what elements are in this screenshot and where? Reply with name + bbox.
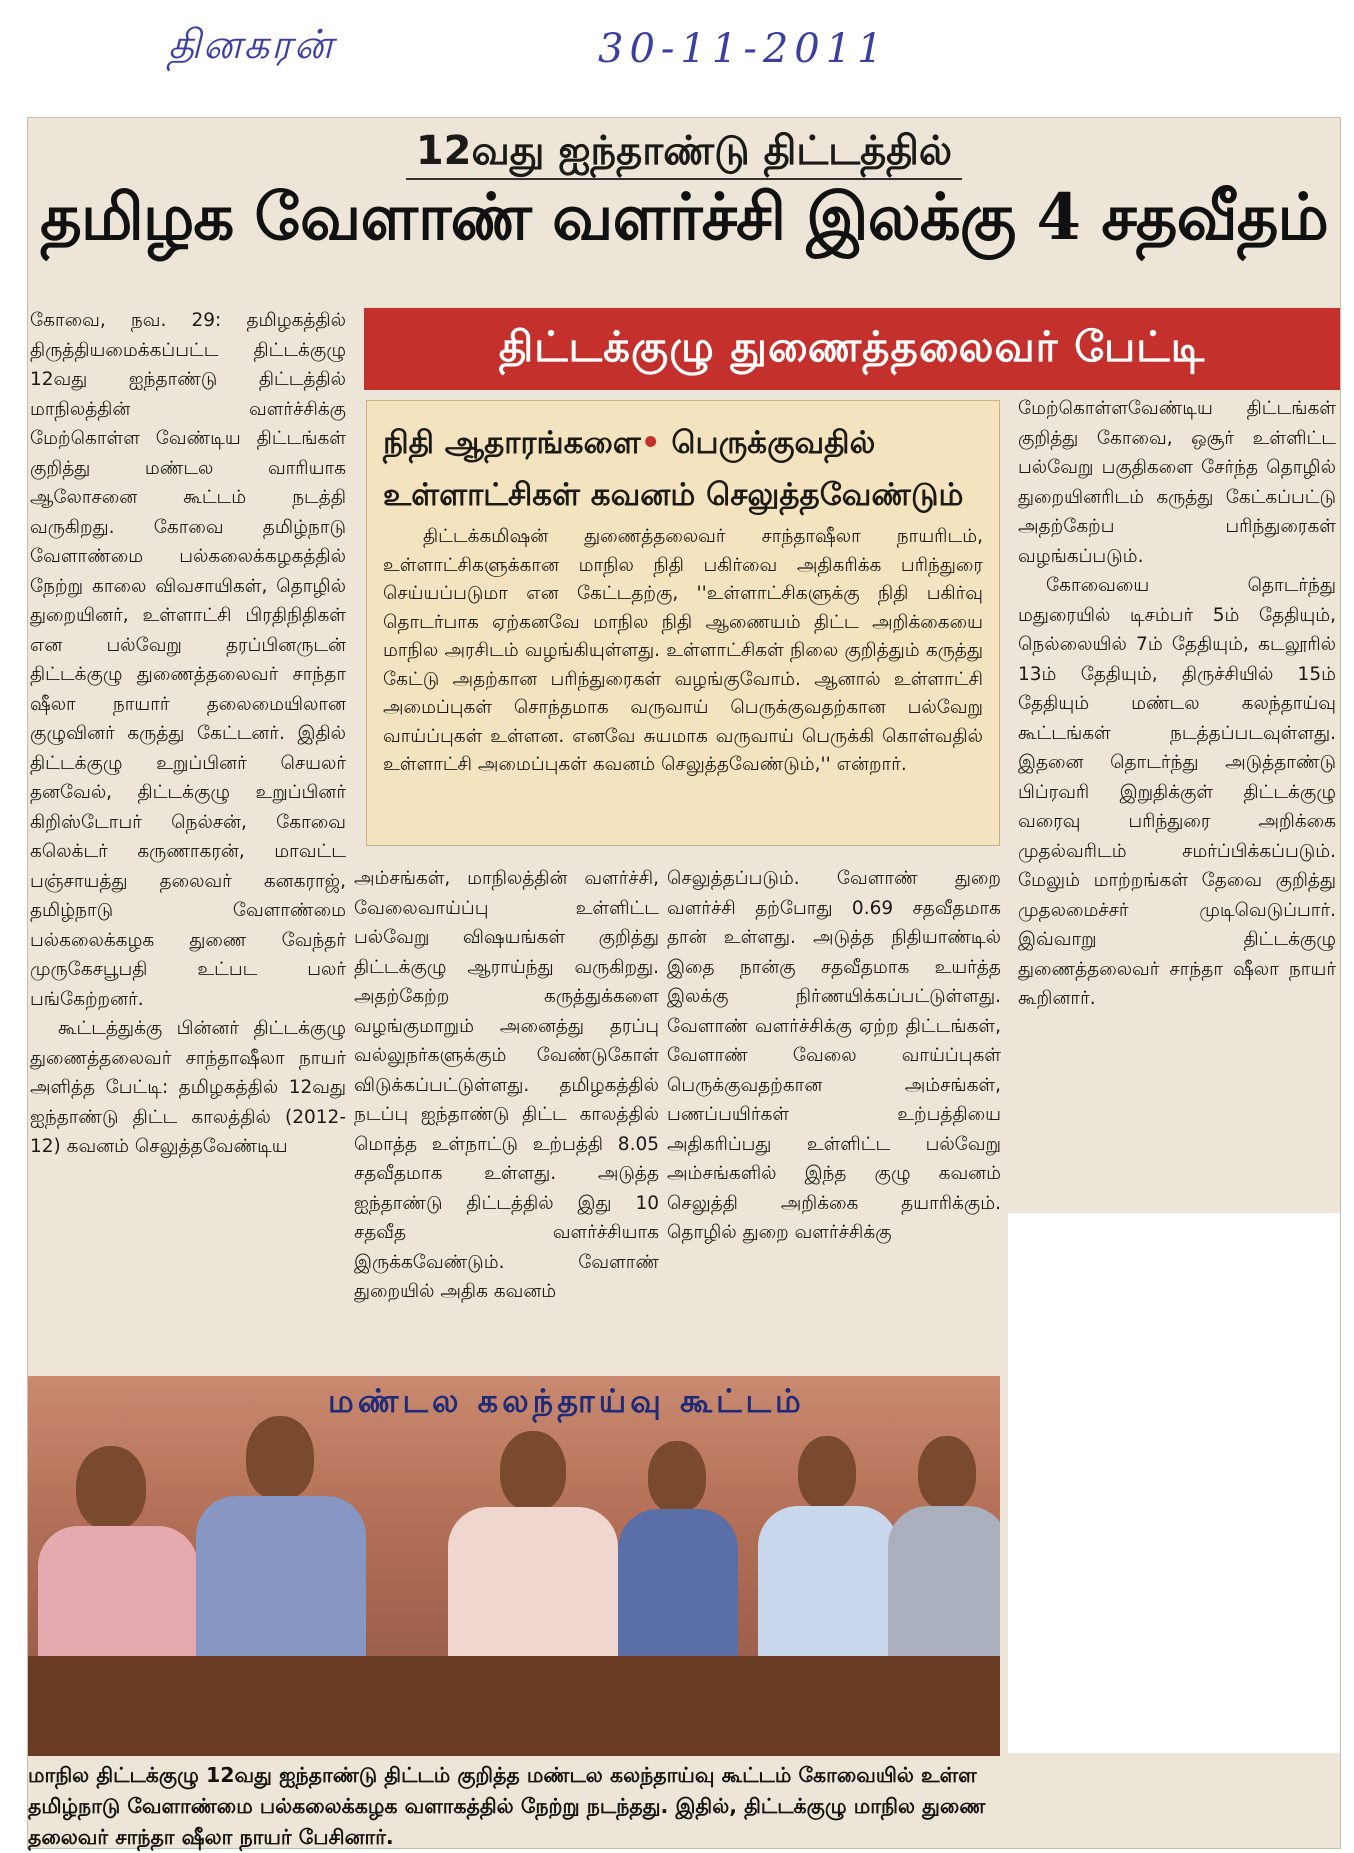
subheadline-bar [364,308,1340,390]
photo-person-1 [38,1446,198,1676]
photo-caption: மாநில திட்டக்குழு 12வது ஐந்தாண்டு திட்டம் குறித்த மண்டல கலந்தாய்வு கூட்டம் கோவையில் உள்ள தமிழ்நாடு வேளாண்மை பல்கலைக்கழக வளாகத்தில் நேற்று நடந்தது. இதில், திட்டக்குழு மாநில துணை தலைவர் சாந்தா ஷீலா நாயர் பேசினார். [28,1763,986,1849]
inset-heading-line2: உள்ளாட்சிகள் கவனம் செலுத்தவேண்டும் [383,477,964,513]
inset-body: திட்டக்கமிஷன் துணைத்தலைவர் சாந்தாஷீலா நாயரிடம், உள்ளாட்சிகளுக்கான மாநில நிதி பகிர்வை அதிகரிக்க பரிந்துரை செய்யப்படுமா என கேட்டதற்கு, ''உள்ளாட்சிகளுக்கு நிதி பகிர்வு தொடர்பாக ஏற்கனவே மாநில நிதி ஆணையம் திட்ட அறிக்கையை மாநில அரசிடம் வழங்கியுள்ளது. உள்ளாட்சிகள் நிலை குறித்தும் கருத்து கேட்டு அதற்கான பரிந்துரைகள் வழங்குவோம். ஆனால் உள்ளாட்சி அமைப்புகள் சொந்தமாக வருவாய் பெருக்குவதற்கான பல்வேறு வாய்ப்புகள் உள்ளன. எனவே சுயமாக வருவாய் பெருக்கி கொள்வதில் உள்ளாட்சி அமைப்புகள் கவனம் செலுத்தவேண்டும்,'' என்றார். [383,526,983,775]
inset-heading [383,417,983,521]
blank-margin [1008,1213,1340,1753]
article-column-4 [1018,394,1336,1014]
boxed-inset [366,400,1000,846]
article-column-1 [30,306,346,1162]
bullet-dot-icon: • [640,425,661,461]
column-4-paragraph-1: மேற்கொள்ளவேண்டிய திட்டங்கள் குறித்து கோவை, ஒசூர் உள்ளிட்ட பல்வேறு பகுதிகளை சேர்ந்த தொழில் துறையினரிடம் கருத்து கேட்கப்பட்டு அதற்கேற்ப பரிந்துரைகள் வழங்கப்படும். [1018,398,1336,567]
inset-heading-line1a: நிதி ஆதாரங்களை [383,425,641,461]
photo-person-6 [888,1436,1000,1666]
kicker-text: 12வது ஐந்தாண்டு திட்டத்தில் [406,128,962,180]
column-1-paragraph-2: கூட்டத்துக்கு பின்னர் திட்டக்குழு துணைத்தலைவர் சாந்தாஷீலா நாயர் அளித்த பேட்டி: தமிழகத்தில் 12வது ஐந்தாண்டு திட்ட காலத்தில் (2012-12) கவனம் செலுத்தவேண்டிய [30,1018,346,1157]
subheadline-text: திட்டக்குழு துணைத்தலைவர் பேட்டி [498,321,1206,371]
photo-person-4 [618,1441,738,1666]
column-4-paragraph-2: கோவையை தொடர்ந்து மதுரையில் டிசம்பர் 5ம் தேதியும், நெல்லையில் 7ம் தேதியும், கடலூரில் 13ம் தேதியும், திருச்சியில் 15ம் தேதியும் மண்டல கலந்தாய்வு கூட்டங்கள் நடத்தப்படவுள்ளது. இதனை தொடர்ந்து அடுத்தாண்டு பிப்ரவரி இறுதிக்குள் திட்டக்குழு வரைவு பரிந்துரை அறிக்கை முதல்வரிடம் சமர்ப்பிக்கப்படும். மேலும் மாற்றங்கள் தேவை குறித்து முதலமைச்சர் முடிவெடுப்பார். இவ்வாறு திட்டக்குழு துணைத்தலைவர் சாந்தா ஷீலா நாயர் கூறினார். [1018,575,1336,1009]
article-column-3: செலுத்தப்படும். வேளாண் துறை வளர்ச்சி தற்போது 0.69 சதவீதமாக தான் உள்ளது. அடுத்த நிதியாண்டில் இதை நான்கு சதவீதமாக உயர்த்த இலக்கு நிர்ணயிக்கப்பட்டுள்ளது. வேளாண் வளர்ச்சிக்கு ஏற்ற திட்டங்கள், வேளாண் வேலை வாய்ப்புகள் பெருக்குவதற்கான அம்சங்கள், பணப்பயிர்கள் உற்பத்தியை அதிகரிப்பது உள்ளிட்ட பல்வேறு அம்சங்களில் இந்த குழு கவனம் செலுத்தி அறிக்கை தயாரிக்கும். தொழில் துறை வளர்ச்சிக்கு [667,868,1001,1243]
kicker [28,128,1340,179]
photo-person-5 [758,1436,898,1666]
headline: தமிழக வேளாண் வளர்ச்சி இலக்கு 4 சதவீதம் [40,180,1328,255]
article-column-2: அம்சங்கள், மாநிலத்தின் வளர்ச்சி, வேலைவாய்ப்பு உள்ளிட்ட பல்வேறு விஷயங்கள் குறித்து திட்டக்குழு ஆராய்ந்து வருகிறது. அதற்கேற்ற கருத்துக்களை வழங்குமாறும் அனைத்து தரப்பு வல்லுநர்களுக்கும் வேண்டுகோள் விடுக்கப்பட்டுள்ளது. தமிழகத்தில் நடப்பு ஐந்தாண்டு திட்ட காலத்தில் மொத்த உள்நாட்டு உற்பத்தி 8.05 சதவீதமாக உள்ளது. அடுத்த ஐந்தாண்டு திட்டத்தில் இது 10 சதவீத வளர்ச்சியாக இருக்கவேண்டும். வேளாண் துறையில் அதிக கவனம் [354,868,659,1302]
photo-banner-text: மண்டல கலந்தாய்வு கூட்டம் [328,1382,805,1420]
photo-table [28,1656,1000,1756]
inset-heading-line1b: பெருக்குவதில் [660,425,876,461]
column-1-paragraph-1: கோவை, நவ. 29: தமிழகத்தில் திருத்தியமைக்கப்பட்ட திட்டக்குழு 12வது ஐந்தாண்டு திட்டத்தில் மாநிலத்தின் வளர்ச்சிக்கு மேற்கொள்ள வேண்டிய திட்டங்கள் குறித்து மண்டல வாரியாக ஆலோசனை கூட்டம் நடத்தி வருகிறது. கோவை தமிழ்நாடு வேளாண்மை பல்கலைக்கழகத்தில் நேற்று காலை விவசாயிகள், தொழில் துறையினர், உள்ளாட்சி பிரதிநிதிகள் என பல்வேறு தரப்பினருடன் திட்டக்குழு துணைத்தலைவர் சாந்தா ஷீலா நாயார் தலைமையிலான குழுவினர் கருத்து கேட்டனர். இதில் திட்டக்குழு உறுப்பினர் செயலர் தனவேல், திட்டக்குழு உறுப்பினர் கிறிஸ்டோபர் நெல்சன், கோவை கலெக்டர் கருணாகரன், மாவட்ட பஞ்சாயத்து தலைவர் கனகராஜ், தமிழ்நாடு வேளாண்மை பல்கலைக்கழக துணை வேந்தர் முருகேசபூபதி உட்பட பலர் பங்கேற்றனர். [30,310,346,1010]
newspaper-clipping [28,118,1340,1848]
photo-person-2 [196,1416,366,1666]
handwritten-date: 30-11-2011 [598,26,889,72]
photo-person-3 [448,1431,618,1671]
news-photo [28,1376,1000,1756]
handwritten-paper-name: தினகரன் [168,22,335,68]
